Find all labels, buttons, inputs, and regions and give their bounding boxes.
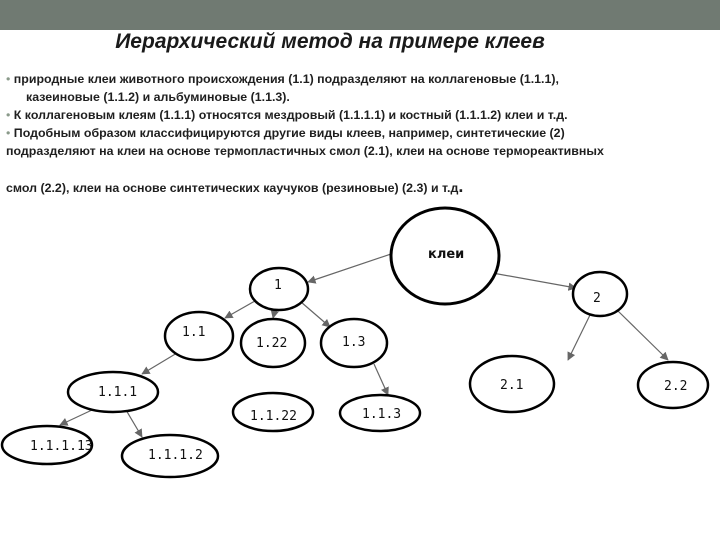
bullet-marker-icon: • [6, 108, 11, 122]
node-label: 1.1.22 [250, 409, 297, 424]
slide-title: Иерархический метод на примере клеев [115, 30, 545, 53]
node-n1113 [2, 426, 93, 464]
node-n11 [165, 312, 233, 360]
bullet-line-4: • Подобным образом классифицируются другие виды клеев, например, синтетические (2) [6, 126, 565, 140]
edge-root-n2-arrow-icon [487, 272, 576, 288]
node-n1112 [122, 435, 218, 477]
node-label: 2.2 [664, 379, 688, 394]
node-n22 [638, 362, 708, 408]
bullet-line-1: • природные клеи животного происхождения (1.1) подразделяют на коллагеновые (1.1.1), [6, 72, 559, 86]
node-n21 [470, 356, 554, 412]
bullet-line-6: смол (2.2), клеи на основе синтетических каучуков (резиновые) (2.3) и т.д. [6, 176, 464, 196]
edge-n2-n21-arrow-icon [568, 315, 590, 360]
edge-n13-n113-arrow-icon [374, 364, 388, 395]
node-label: клеи [428, 247, 465, 262]
bullet-line-3: • К коллагеновым клеям (1.1.1) относятся мездровый (1.1.1.1) и костный (1.1.1.2) клеи и т.д. [6, 108, 568, 122]
node-n113 [340, 395, 420, 431]
edge-n111-n1112-arrow-icon [126, 410, 142, 437]
node-root [391, 208, 499, 304]
edge-n1-n13-arrow-icon [301, 302, 330, 327]
node-label: 1.1.3 [362, 407, 402, 422]
node-label: 1.3 [342, 335, 366, 350]
node-n2 [573, 272, 627, 316]
node-label: 2.1 [500, 378, 524, 393]
tree-nodes [2, 208, 708, 477]
bullet-marker-icon: • [6, 126, 11, 140]
bullet-line-2: казеиновые (1.1.2) и альбуминовые (1.1.3). [26, 90, 290, 104]
node-n1122 [233, 393, 313, 431]
node-label: 2 [593, 291, 601, 306]
node-n13 [321, 319, 387, 367]
node-label: 1 [274, 278, 282, 293]
node-label: 1.1 [182, 325, 206, 340]
bullet-marker-icon: • [6, 72, 11, 86]
node-n1 [250, 268, 308, 310]
bullet-line-5: подразделяют на клеи на основе термопластичных смол (2.1), клеи на основе термореактивных [6, 144, 604, 158]
node-n111 [68, 372, 158, 412]
edge-root-n1-arrow-icon [308, 253, 394, 282]
edge-n1-n122-arrow-icon [273, 310, 275, 318]
edge-n11-n111-arrow-icon [142, 353, 177, 374]
edge-n111-n1113-arrow-icon [60, 410, 92, 425]
node-label: 1.1.1.2 [148, 448, 203, 463]
node-n122 [241, 319, 305, 367]
edge-n2-n22-arrow-icon [618, 311, 668, 360]
node-label: 1.1.1.13 [30, 439, 93, 454]
node-label: 1.22 [256, 336, 288, 351]
node-label: 1.1.1 [98, 385, 138, 400]
